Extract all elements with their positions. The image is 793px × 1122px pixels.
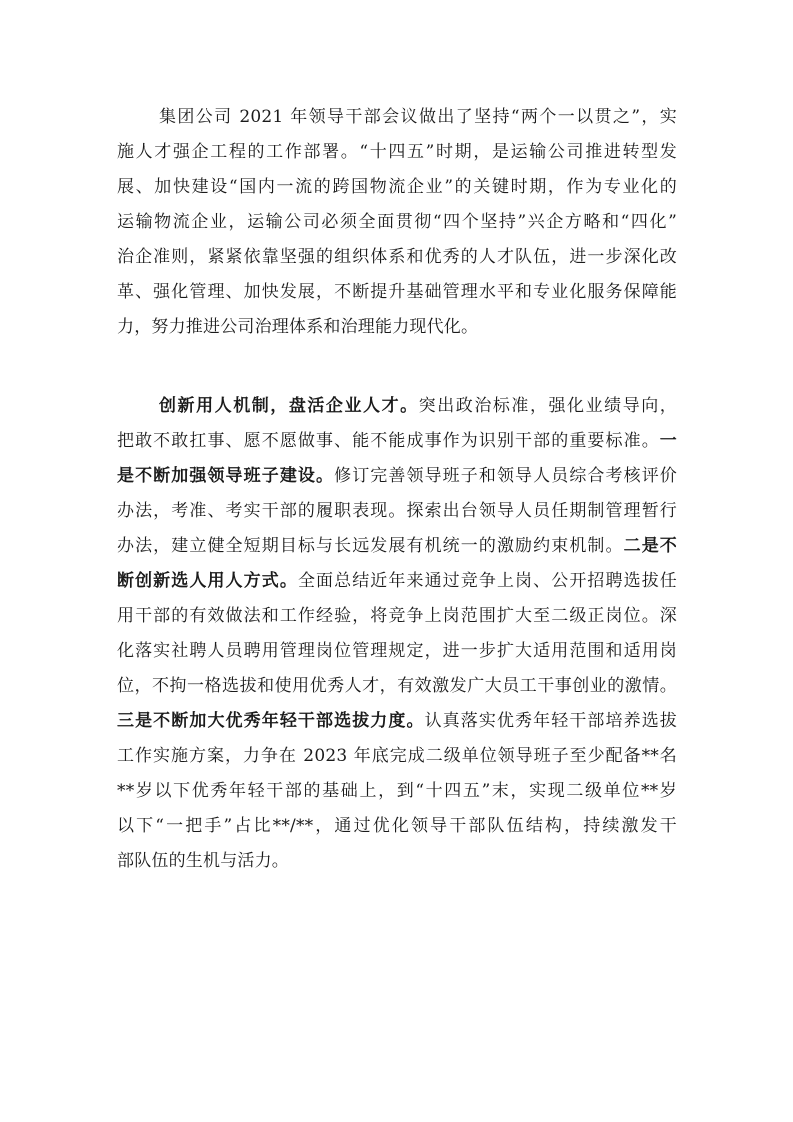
heading-innovate-mechanism: 创新用人机制，盘活企业人才。 bbox=[159, 396, 419, 416]
paragraph-2-line-5 bbox=[117, 529, 677, 563]
paragraph-1-line-2: 施人才强企工程的工作部署。“十四五”时期，是运输公司推进转型发 bbox=[117, 142, 677, 162]
paragraph-2-line-3 bbox=[117, 459, 677, 493]
paragraph-1-line-3: 展、加快建设“国内一流的跨国物流企业”的关键时期，作为专业化的 bbox=[117, 177, 677, 197]
paragraph-1-line-1: 集团公司 2021 年领导干部会议做出了坚持“两个一以贯之”，实 bbox=[159, 107, 677, 127]
paragraph-2-text: 修订完善领导班子和领导人员综合考核评价 bbox=[334, 466, 677, 486]
paragraph-2-line-10 bbox=[117, 704, 677, 738]
paragraph-1-line-6: 革、强化管理、加快发展，不断提升基础管理水平和专业化服务保障能 bbox=[117, 282, 677, 302]
paragraph-2-line-2 bbox=[117, 424, 677, 458]
paragraph-2-line-11: 工作实施方案，力争在 2023 年底完成二级单位领导班子至少配备**名 bbox=[117, 746, 677, 766]
paragraph-2-line-14: 部队伍的生机与活力。 bbox=[117, 851, 289, 871]
heading-point-2: 断创新选人用人方式。 bbox=[117, 571, 298, 591]
heading-point-3: 三是不断加大优秀年轻干部选拔力度。 bbox=[117, 711, 425, 731]
paragraph-2-text: 全面总结近年来通过竞争上岗、公开招聘选拔任 bbox=[297, 571, 678, 591]
paragraph-2-line-13: 以下“一把手”占比**/**，通过优化领导干部队伍结构，持续激发干 bbox=[117, 816, 677, 836]
paragraph-2-text: 办法，建立健全短期目标与长远发展有机统一的激励约束机制。 bbox=[117, 536, 624, 556]
heading-point-2-start: 二是不 bbox=[623, 536, 677, 556]
paragraph-2-text: 认真落实优秀年轻干部培养选拔 bbox=[424, 711, 677, 731]
heading-point-1-start: 一 bbox=[659, 431, 677, 451]
paragraph-1-line-7: 力，努力推进公司治理体系和治理能力现代化。 bbox=[117, 317, 479, 337]
paragraph-2-line-4: 办法，考准、考实干部的履职表现。探索出台领导人员任期制管理暂行 bbox=[117, 501, 677, 521]
paragraph-2-line-8: 化落实社聘人员聘用管理岗位管理规定，进一步扩大适用范围和适用岗 bbox=[117, 641, 677, 661]
paragraph-2-line-9: 位，不拘一格选拔和使用优秀人才，有效激发广大员工干事创业的激情。 bbox=[117, 676, 677, 696]
paragraph-2-text: 突出政治标准，强化业绩导向， bbox=[418, 396, 677, 416]
paragraph-2-text: 把敢不敢扛事、愿不愿做事、能不能成事作为识别干部的重要标准。 bbox=[117, 431, 660, 451]
paragraph-1-line-5: 治企准则，紧紧依靠坚强的组织体系和优秀的人才队伍，进一步深化改 bbox=[117, 247, 677, 267]
paragraph-1-line-4: 运输物流企业，运输公司必须全面贯彻“四个坚持”兴企方略和“四化” bbox=[117, 212, 677, 232]
paragraph-2-line-6 bbox=[117, 564, 677, 598]
paragraph-2-line-12: **岁以下优秀年轻干部的基础上，到“十四五”末，实现二级单位**岁 bbox=[117, 781, 677, 801]
paragraph-2-line-7: 用干部的有效做法和工作经验，将竞争上岗范围扩大至二级正岗位。深 bbox=[117, 606, 677, 626]
paragraph-2-line-1 bbox=[117, 389, 677, 423]
heading-point-1: 是不断加强领导班子建设。 bbox=[117, 466, 335, 486]
